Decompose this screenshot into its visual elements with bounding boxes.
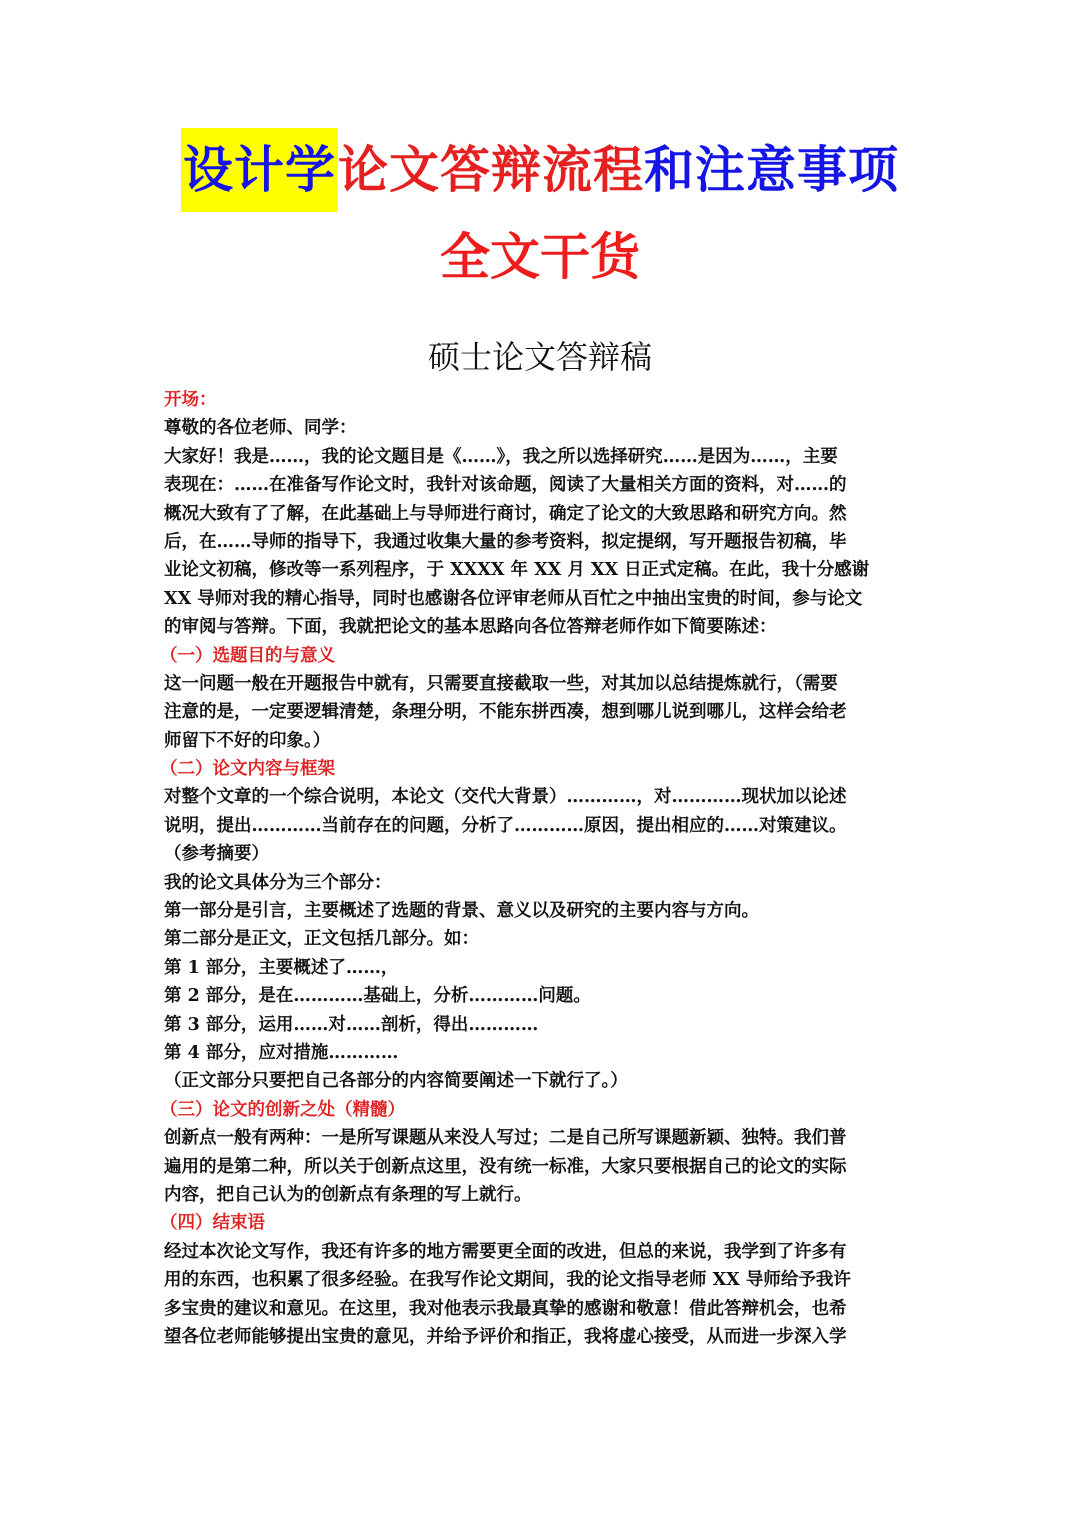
section-heading: （一）选题目的与意义 (160, 645, 335, 666)
paragraph-line: 遍用的是第二种，所以关于创新点这里，没有统一标准，大家只要根据自己的论文的实际 (164, 1156, 847, 1177)
title-highlight-segment: 设计学 (181, 128, 338, 212)
document-title: 硕士论文答辩稿 (427, 338, 652, 376)
paragraph-line: 注意的是，一定要逻辑清楚，条理分明，不能东拼西凑，想到哪儿说到哪儿，这样会给老 (164, 702, 847, 723)
paragraph-line: 创新点一般有两种：一是所写课题从来没人写过；二是自己所写课题新颖、独特。我们普 (164, 1128, 847, 1149)
paragraph-line: 第 4 部分，应对措施………… (164, 1042, 399, 1063)
section-heading: （四）结束语 (160, 1213, 265, 1234)
paragraph-line: 第二部分是正文，正文包括几部分。如： (164, 929, 479, 950)
paragraph-line: （正文部分只要把自己各部分的内容简要阐述一下就行了。） (164, 1071, 628, 1092)
paragraph-line: 第 3 部分，运用……对……剖析，得出………… (164, 1014, 539, 1035)
paragraph-line: 内容，把自己认为的创新点有条理的写上就行。 (164, 1184, 532, 1205)
paragraph-line: 对整个文章的一个综合说明，本论文（交代大背景）…………，对…………现状加以论述 (164, 787, 847, 808)
paragraph-line: 表现在：……在准备写作论文时，我针对该命题，阅读了大量相关方面的资料，对……的 (164, 475, 847, 496)
paragraph-line: 用的东西，也积累了很多经验。在我写作论文期间，我的论文指导老师 XX 导师给予我许 (164, 1270, 851, 1291)
paragraph-line: 师留下不好的印象。） (164, 730, 331, 751)
paragraph-line: 后，在……导师的指导下，我通过收集大量的参考资料，拟定提纲，写开题报告初稿，毕 (164, 531, 847, 552)
paragraph-line: 望各位老师能够提出宝贵的意见，并给予评价和指正，我将虚心接受，从而进一步深入学 (164, 1326, 847, 1347)
section-heading: 开场： (164, 390, 217, 410)
paragraph-line: 第 2 部分，是在…………基础上，分析…………问题。 (164, 986, 591, 1007)
paragraph-line: 说明，提出…………当前存在的问题，分析了…………原因，提出相应的……对策建议。 (164, 815, 847, 836)
paragraph-line: 业论文初稿，修改等一系列程序，于 XXXX 年 XX 月 XX 日正式定稿。在此，我十分感谢 (164, 560, 870, 581)
paragraph-line: 概况大致有了了解，在此基础上与导师进行商讨，确定了论文的大致思路和研究方向。然 (164, 503, 847, 524)
body-text (160, 386, 924, 1351)
paragraph-line: 的审阅与答辩。下面，我就把论文的基本思路向各位答辩老师作如下简要陈述： (164, 617, 777, 638)
subtitle-banner: 全文干货 (440, 227, 640, 286)
paragraph-line: 我的论文具体分为三个部分： (164, 872, 392, 893)
paragraph-line: 多宝贵的建议和意见。在这里，我对他表示我最真挚的感谢和敬意！借此答辩机会，也希 (164, 1298, 847, 1319)
paragraph-line: 第 1 部分，主要概述了……， (164, 957, 399, 978)
main-title (0, 128, 1080, 212)
paragraph-line: XX 导师对我的精心指导，同时也感谢各位评审老师从百忙之中抽出宝贵的时间，参与论文 (164, 588, 863, 609)
paragraph-line: 经过本次论文写作，我还有许多的地方需要更全面的改进，但总的来说，我学到了许多有 (164, 1241, 847, 1262)
paragraph-line: 大家好！我是……，我的论文题目是《……》，我之所以选择研究……是因为……，主要 (164, 446, 838, 467)
title-blue-segment: 和注意事项 (644, 140, 899, 199)
paragraph-line: （参考摘要） (164, 844, 269, 865)
section-heading: （二）论文内容与框架 (160, 759, 335, 780)
paragraph-line: 第一部分是引言，主要概述了选题的背景、意义以及研究的主要内容与方向。 (164, 901, 759, 922)
section-heading: （三）论文的创新之处（精髓） (160, 1099, 405, 1120)
paragraph-line: 这一问题一般在开题报告中就有，只需要直接截取一些，对其加以总结提炼就行，（需要 (164, 673, 838, 694)
paragraph-line: 尊敬的各位老师、同学： (164, 418, 357, 439)
title-red-segment: 论文答辩流程 (338, 140, 644, 199)
